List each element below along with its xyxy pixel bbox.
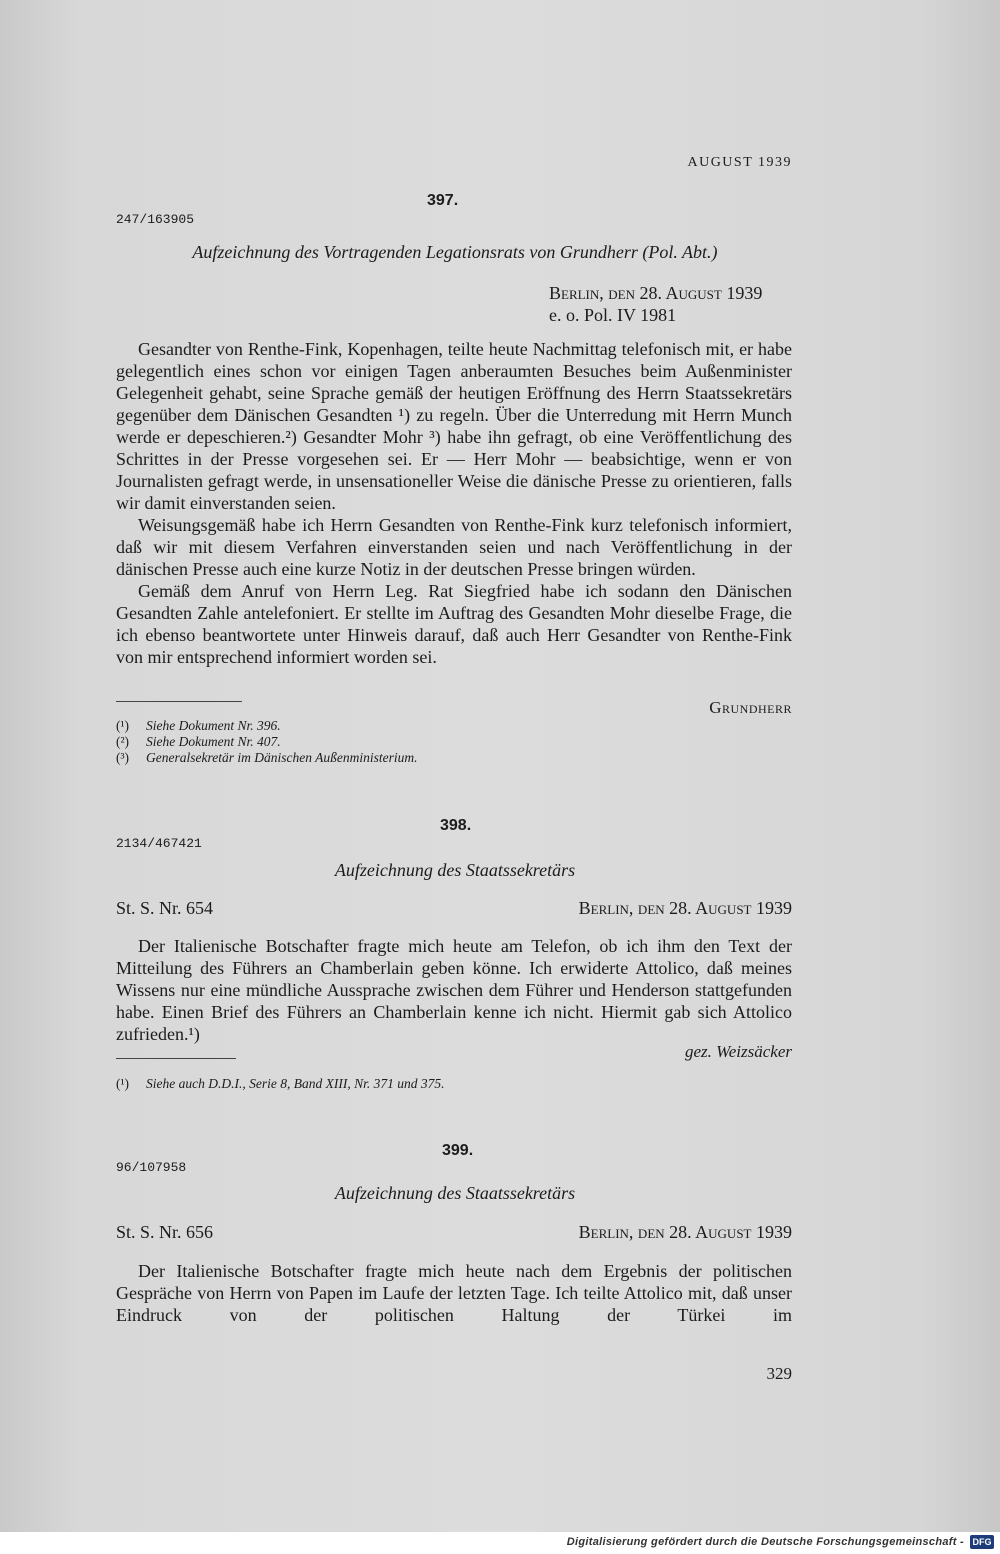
doc397-signature: Grundherr — [709, 698, 792, 717]
doc398-paragraph: Der Italienische Botschafter fragte mich heute am Telefon, ob ich ihm den Text der Mitteilung des Führers an Chamberlain geben könne. Ich erwiderte Attolico, daß meines Wissens nur eine mündliche Aussprache zwischen dem Führer und Henderson stattgefunden habe. Einen Brief des Führers an Chamberlain kenne ich nicht. Hiermit gab sich Attolico zufrieden.¹) — [116, 936, 792, 1044]
doc398-title: Aufzeichnung des Staatssekretärs — [334, 860, 576, 880]
doc399-number: 399. — [442, 1142, 474, 1159]
doc399-body — [116, 1260, 792, 1326]
doc397-place-date: Berlin, den 28. August 1939 — [549, 283, 763, 303]
doc398-place-date: Berlin, den 28. August 1939 — [578, 898, 792, 918]
doc397-file-ref: 247/163905 — [116, 212, 195, 227]
doc397-paragraph: Gesandter von Renthe-Fink, Kopenhagen, teilte heute Nachmittag telefonisch mit, er habe gelegentlich eines schon vor einigen Tagen anberaumten Besuches beim Außenminister Gelegenheit gehabt, seine Sprache gemäß der heutigen Eröffnung des Herrn Staatssekretärs gegenüber dem Dänischen Gesandten ¹) zu regeln. Über die Unterredung mit Herrn Munch werde er depeschieren.²) Gesandter Mohr ³) habe ihn gefragt, ob eine Veröffentlichung des Schrittes in der Presse vorgesehen sei. Er — Herr Mohr — beabsichtige, wenn er von Journalisten gefragt werde, in unsensationeller Weise die dänische Presse zu orientieren, falls wir damit einverstanden seien. — [116, 339, 792, 513]
doc397-paragraph: Weisungsgemäß habe ich Herrn Gesandten von Renthe-Fink kurz telefonisch informiert, daß wir mit diesem Verfahren einverstanden seien und nach Veröffentlichung in der dänischen Presse auch eine kurze Notiz in der deutschen Presse bringen würden. — [116, 515, 792, 579]
doc398-signature: gez. Weizsäcker — [684, 1042, 792, 1061]
page-number: 329 — [766, 1364, 792, 1383]
footnote-divider — [116, 1058, 236, 1059]
footnote-text: Siehe Dokument Nr. 396. — [146, 718, 281, 733]
digitization-credit-bar — [0, 1532, 1000, 1554]
doc397-number: 397. — [427, 192, 459, 209]
doc398-body — [116, 935, 792, 1045]
footnote — [116, 718, 716, 734]
footnote-text: Generalsekretär im Dänischen Außenministerium. — [146, 750, 418, 765]
doc399-paragraph: Der Italienische Botschafter fragte mich heute nach dem Ergebnis der politischen Gespräche von Herrn von Papen im Laufe der letzten Tage. Ich teilte Attolico mit, daß unser Eindruck von der politischen Haltung der Türkei im — [116, 1261, 792, 1325]
doc398-ref-number: St. S. Nr. 654 — [116, 898, 214, 918]
doc399-title: Aufzeichnung des Staatssekretärs — [334, 1183, 576, 1203]
footnote-text: Siehe auch D.D.I., Serie 8, Band XIII, Nr. 371 und 375. — [146, 1076, 445, 1091]
footnote — [116, 734, 716, 750]
doc397-title: Aufzeichnung des Vortragenden Legationsrats von Grundherr (Pol. Abt.) — [192, 242, 718, 262]
footnote-mark: (¹) — [116, 1076, 130, 1091]
dfg-logo[interactable]: DFG — [970, 1535, 994, 1549]
running-head: AUGUST 1939 — [687, 155, 792, 170]
doc399-place-date: Berlin, den 28. August 1939 — [578, 1222, 792, 1242]
doc397-dateline — [549, 282, 762, 326]
doc399-file-ref: 96/107958 — [116, 1160, 187, 1175]
footnote — [116, 750, 716, 766]
footnote-mark: (¹) — [116, 718, 130, 733]
doc399-ref-number: St. S. Nr. 656 — [116, 1222, 214, 1242]
credit-text: Digitalisierung gefördert durch die Deutsche Forschungsgemeinschaft - — [566, 1536, 964, 1548]
footnote-mark: (³) — [116, 750, 130, 765]
doc397-reference: e. o. Pol. IV 1981 — [549, 305, 677, 325]
doc398-file-ref: 2134/467421 — [116, 836, 202, 851]
doc398-footnotes — [116, 1076, 716, 1092]
footnote-text: Siehe Dokument Nr. 407. — [146, 734, 281, 749]
footnote-mark: (²) — [116, 734, 130, 749]
footnote-divider — [116, 701, 242, 702]
doc398-number: 398. — [440, 817, 472, 834]
doc397-paragraph: Gemäß dem Anruf von Herrn Leg. Rat Siegfried habe ich sodann den Dänischen Gesandten Zahle antelefoniert. Er stellte im Auftrag des Gesandten Mohr dieselbe Frage, die ich ebenso beantwortete unter Hinweis darauf, daß auch Herr Gesandter von Renthe-Fink von mir entsprechend informiert worden sei. — [116, 581, 792, 667]
doc397-body — [116, 338, 792, 668]
footnote — [116, 1076, 716, 1092]
doc397-footnotes — [116, 718, 716, 766]
